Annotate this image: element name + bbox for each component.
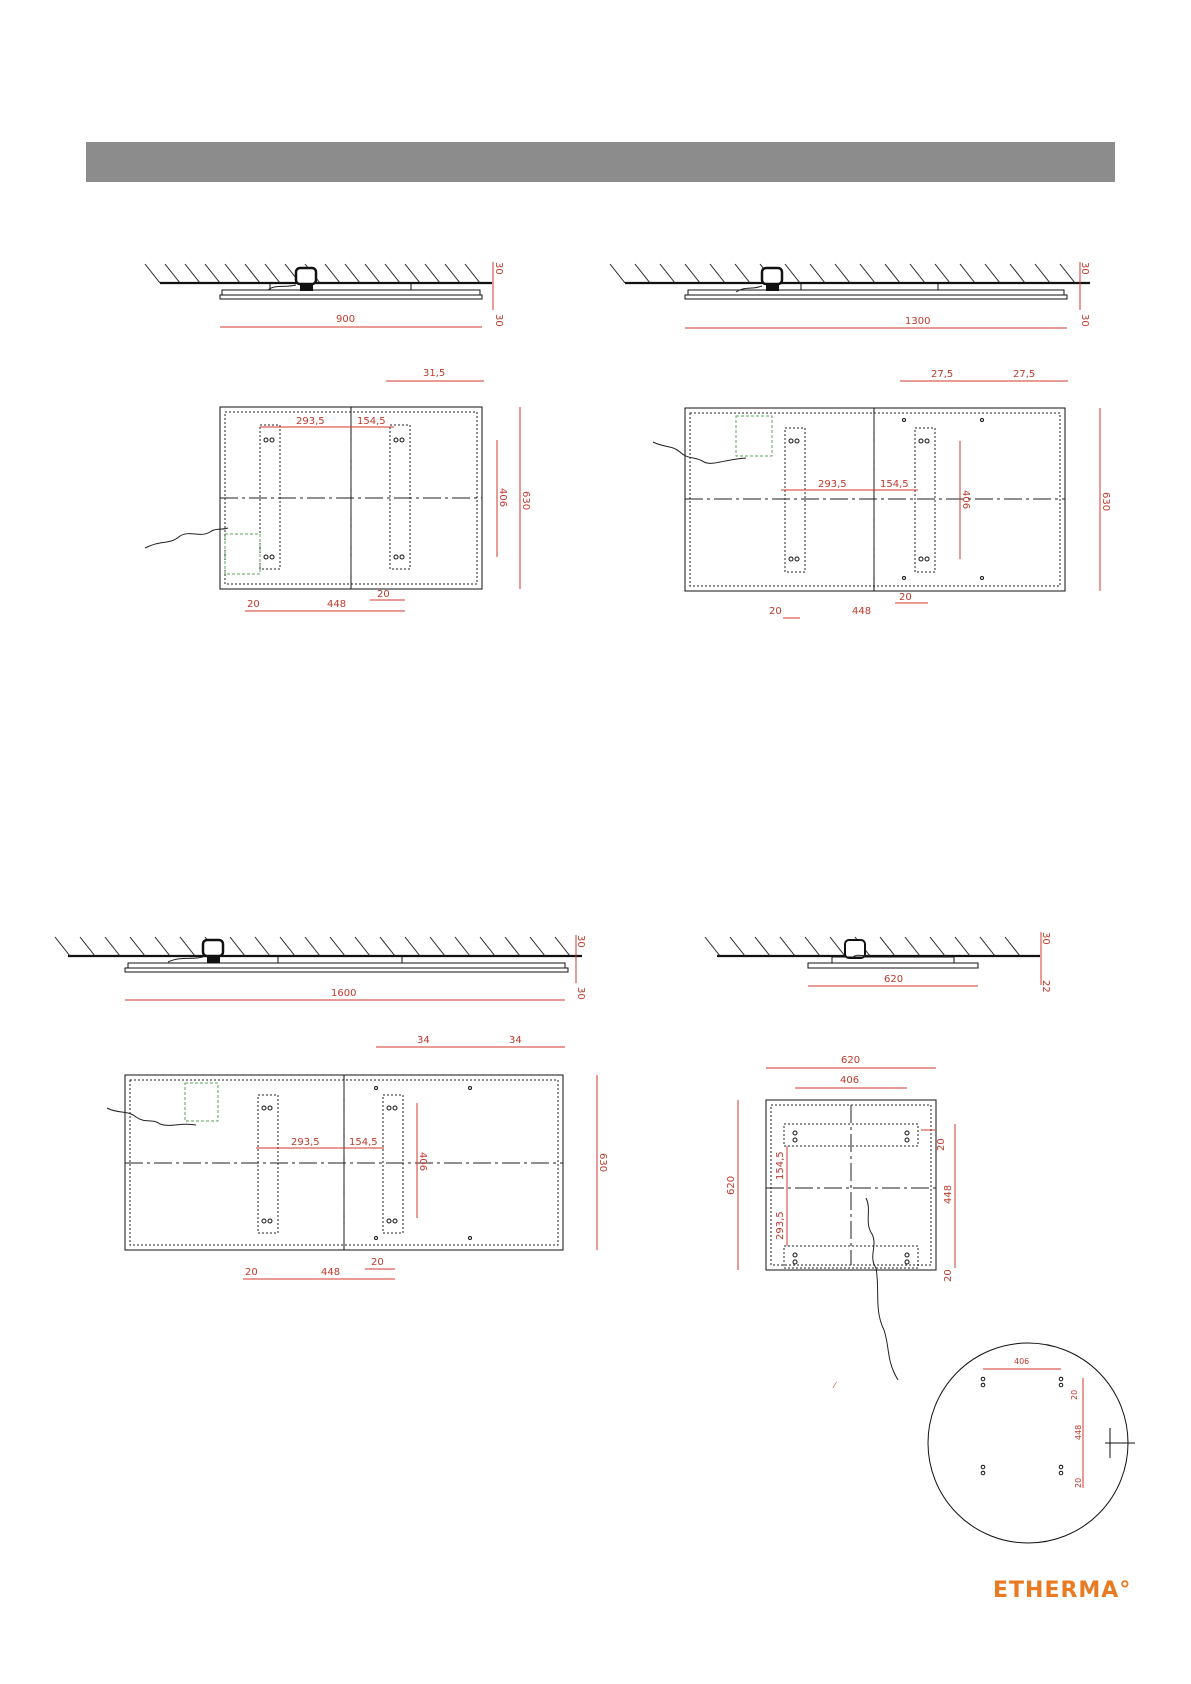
wall-side-view-620 bbox=[705, 937, 1040, 968]
drawing-620 bbox=[705, 932, 1051, 1380]
dim-1600-width: 1600 bbox=[331, 988, 357, 999]
dim-900-154: 154,5 bbox=[357, 416, 386, 427]
dim-1600-h630: 630 bbox=[597, 1153, 608, 1173]
dim-1300-top-30b: 30 bbox=[1079, 314, 1090, 327]
drawing-1300 bbox=[610, 262, 1111, 618]
wall-side-view-900 bbox=[145, 264, 492, 299]
wall-side-view-1300 bbox=[610, 264, 1090, 299]
front-view-1300 bbox=[653, 408, 1065, 591]
dim-1300-b20b: 20 bbox=[899, 592, 912, 603]
dim-620-w620: 620 bbox=[841, 1055, 861, 1066]
front-view-1600 bbox=[107, 1075, 563, 1250]
dim-620-side-width: 620 bbox=[884, 974, 904, 985]
dim-1300-top-30a: 30 bbox=[1079, 262, 1090, 275]
dim-1600-top-30b: 30 bbox=[575, 987, 586, 1000]
dim-round-r20a: 20 bbox=[1070, 1389, 1079, 1400]
dim-1600-offset-b: 34 bbox=[509, 1035, 522, 1046]
drawing-1600 bbox=[55, 935, 608, 1279]
dim-1300-h406: 406 bbox=[960, 490, 971, 510]
etherma-logo: ETHERMA° bbox=[993, 1578, 1132, 1603]
dim-900-293: 293,5 bbox=[296, 416, 325, 427]
dim-900-b448: 448 bbox=[327, 599, 347, 610]
drawing-900 bbox=[145, 262, 531, 611]
dim-620-h620: 620 bbox=[726, 1175, 737, 1195]
wall-side-view-1600 bbox=[55, 937, 582, 972]
dim-round-r20b: 20 bbox=[1074, 1477, 1083, 1488]
dim-620-r448: 448 bbox=[943, 1184, 954, 1204]
dim-620-top-30: 30 bbox=[1040, 932, 1051, 945]
dim-900-width: 900 bbox=[336, 314, 356, 325]
front-view-620 bbox=[766, 1100, 936, 1380]
dim-1600-offset-a: 34 bbox=[417, 1035, 430, 1046]
dim-620-r20a: 20 bbox=[936, 1138, 947, 1151]
dim-1300-293: 293,5 bbox=[818, 479, 847, 490]
dim-round-r448: 448 bbox=[1074, 1424, 1083, 1440]
dim-1600-154: 154,5 bbox=[349, 1137, 378, 1148]
dim-1300-h630: 630 bbox=[1100, 492, 1111, 512]
dim-900-b20a: 20 bbox=[247, 599, 260, 610]
dim-1300-width: 1300 bbox=[905, 316, 931, 327]
dim-900-b20b: 20 bbox=[377, 589, 390, 600]
dim-620-r20b: 20 bbox=[943, 1269, 954, 1282]
dim-1600-h406: 406 bbox=[417, 1152, 428, 1172]
dim-620-w406: 406 bbox=[840, 1075, 860, 1086]
dim-1600-b20a: 20 bbox=[245, 1267, 258, 1278]
dim-1300-offset-a: 27,5 bbox=[931, 369, 954, 380]
dim-1600-top-30a: 30 bbox=[575, 935, 586, 948]
dim-1300-b20a: 20 bbox=[769, 606, 782, 617]
dim-1600-b448: 448 bbox=[321, 1267, 341, 1278]
dim-1300-b448: 448 bbox=[852, 606, 872, 617]
dim-900-offset: 31,5 bbox=[423, 368, 446, 379]
dim-round-w406: 406 bbox=[1014, 1357, 1030, 1366]
drawing-round bbox=[832, 1343, 1135, 1543]
dim-620-v293: 293,5 bbox=[775, 1211, 786, 1240]
dim-1300-offset-b: 27,5 bbox=[1013, 369, 1036, 380]
dim-1300-154: 154,5 bbox=[880, 479, 909, 490]
svg-text:⁄: ⁄ bbox=[834, 1381, 836, 1390]
dim-620-top-22: 22 bbox=[1040, 980, 1051, 993]
dim-1600-b20b: 20 bbox=[371, 1257, 384, 1268]
dim-900-h406: 406 bbox=[497, 488, 508, 508]
front-view-900 bbox=[145, 407, 482, 589]
dim-620-v154: 154,5 bbox=[775, 1151, 786, 1180]
dim-900-top-30a: 30 bbox=[493, 262, 504, 275]
dim-900-h630: 630 bbox=[520, 491, 531, 511]
dim-1600-293: 293,5 bbox=[291, 1137, 320, 1148]
dim-900-top-30b: 30 bbox=[493, 314, 504, 327]
